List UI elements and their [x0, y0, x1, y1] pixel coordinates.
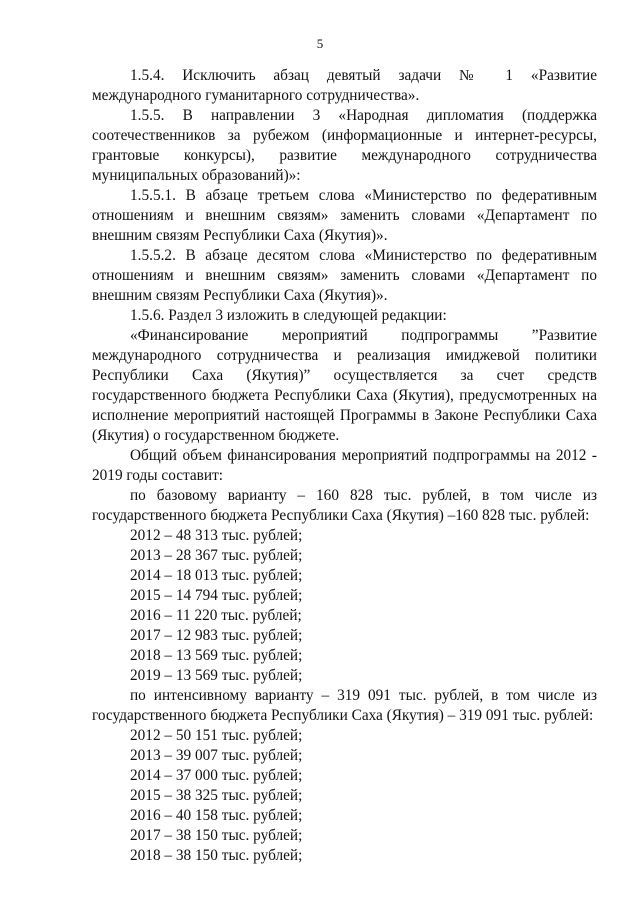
- base-year-item: 2013 – 28 367 тыс. рублей;: [130, 547, 303, 564]
- paragraph-intensive-variant: по интенсивному варианту – 319 091 тыс. рублей, в том числе из государственного бюджета Республики Саха (Якутия) – 319 091 тыс. рублей:: [92, 687, 597, 724]
- intensive-year-item: 2013 – 39 007 тыс. рублей;: [130, 747, 303, 764]
- base-year-item: 2015 – 14 794 тыс. рублей;: [130, 587, 303, 604]
- page-number: 5: [316, 36, 324, 51]
- intensive-year-item: 2014 – 37 000 тыс. рублей;: [130, 767, 303, 784]
- base-year-item: 2017 – 12 983 тыс. рублей;: [130, 627, 303, 644]
- paragraph-1-5-5-2: 1.5.5.2. В абзаце десятом слова «Министерство по федеративным отношениям и внешним связям» заменить словами «Департамент по внешним связям Республики Саха (Якутия)».: [92, 247, 597, 304]
- paragraph-1-5-6: 1.5.6. Раздел 3 изложить в следующей редакции:: [130, 307, 447, 324]
- paragraph-total-volume: Общий объем финансирования мероприятий подпрограммы на 2012 - 2019 годы составит:: [92, 447, 597, 484]
- base-year-item: 2019 – 13 569 тыс. рублей;: [130, 667, 303, 684]
- base-year-item: 2016 – 11 220 тыс. рублей;: [130, 607, 302, 624]
- intensive-year-item: 2017 – 38 150 тыс. рублей;: [130, 827, 303, 844]
- paragraph-financing: «Финансирование мероприятий подпрограммы ”Развитие международного сотрудничества и реализация имиджевой политики Республики Саха (Якутия)” осуществляется за счет средств государственного бюджета Республики Саха (Якутия), предусмотренных на исполнение мероприятий настоящей Программы в Законе Республики Саха (Якутия) о государственном бюджете.: [92, 327, 597, 444]
- intensive-year-item: 2018 – 38 150 тыс. рублей;: [130, 847, 303, 864]
- base-year-item: 2018 – 13 569 тыс. рублей;: [130, 647, 303, 664]
- intensive-year-item: 2012 – 50 151 тыс. рублей;: [130, 727, 303, 744]
- intensive-year-item: 2016 – 40 158 тыс. рублей;: [130, 807, 303, 824]
- base-year-item: 2014 – 18 013 тыс. рублей;: [130, 567, 303, 584]
- paragraph-1-5-4: 1.5.4. Исключить абзац девятый задачи № 1 «Развитие международного гуманитарного сотрудничества».: [92, 67, 597, 104]
- paragraph-base-variant: по базовому варианту – 160 828 тыс. рублей, в том числе из государственного бюджета Республики Саха (Якутия) –160 828 тыс. рублей:: [92, 487, 597, 524]
- paragraph-1-5-5-1: 1.5.5.1. В абзаце третьем слова «Министерство по федеративным отношениям и внешним связям» заменить словами «Департамент по внешним связям Республики Саха (Якутия)».: [92, 187, 597, 244]
- document-body: [92, 66, 597, 866]
- paragraph-1-5-5: 1.5.5. В направлении 3 «Народная дипломатия (поддержка соотечественников за рубежом (информационные и интернет-ресурсы, грантовые конкурсы), развитие международного сотрудничества муниципальных образований)»:: [92, 107, 597, 184]
- base-year-item: 2012 – 48 313 тыс. рублей;: [130, 527, 303, 544]
- intensive-year-item: 2015 – 38 325 тыс. рублей;: [130, 787, 303, 804]
